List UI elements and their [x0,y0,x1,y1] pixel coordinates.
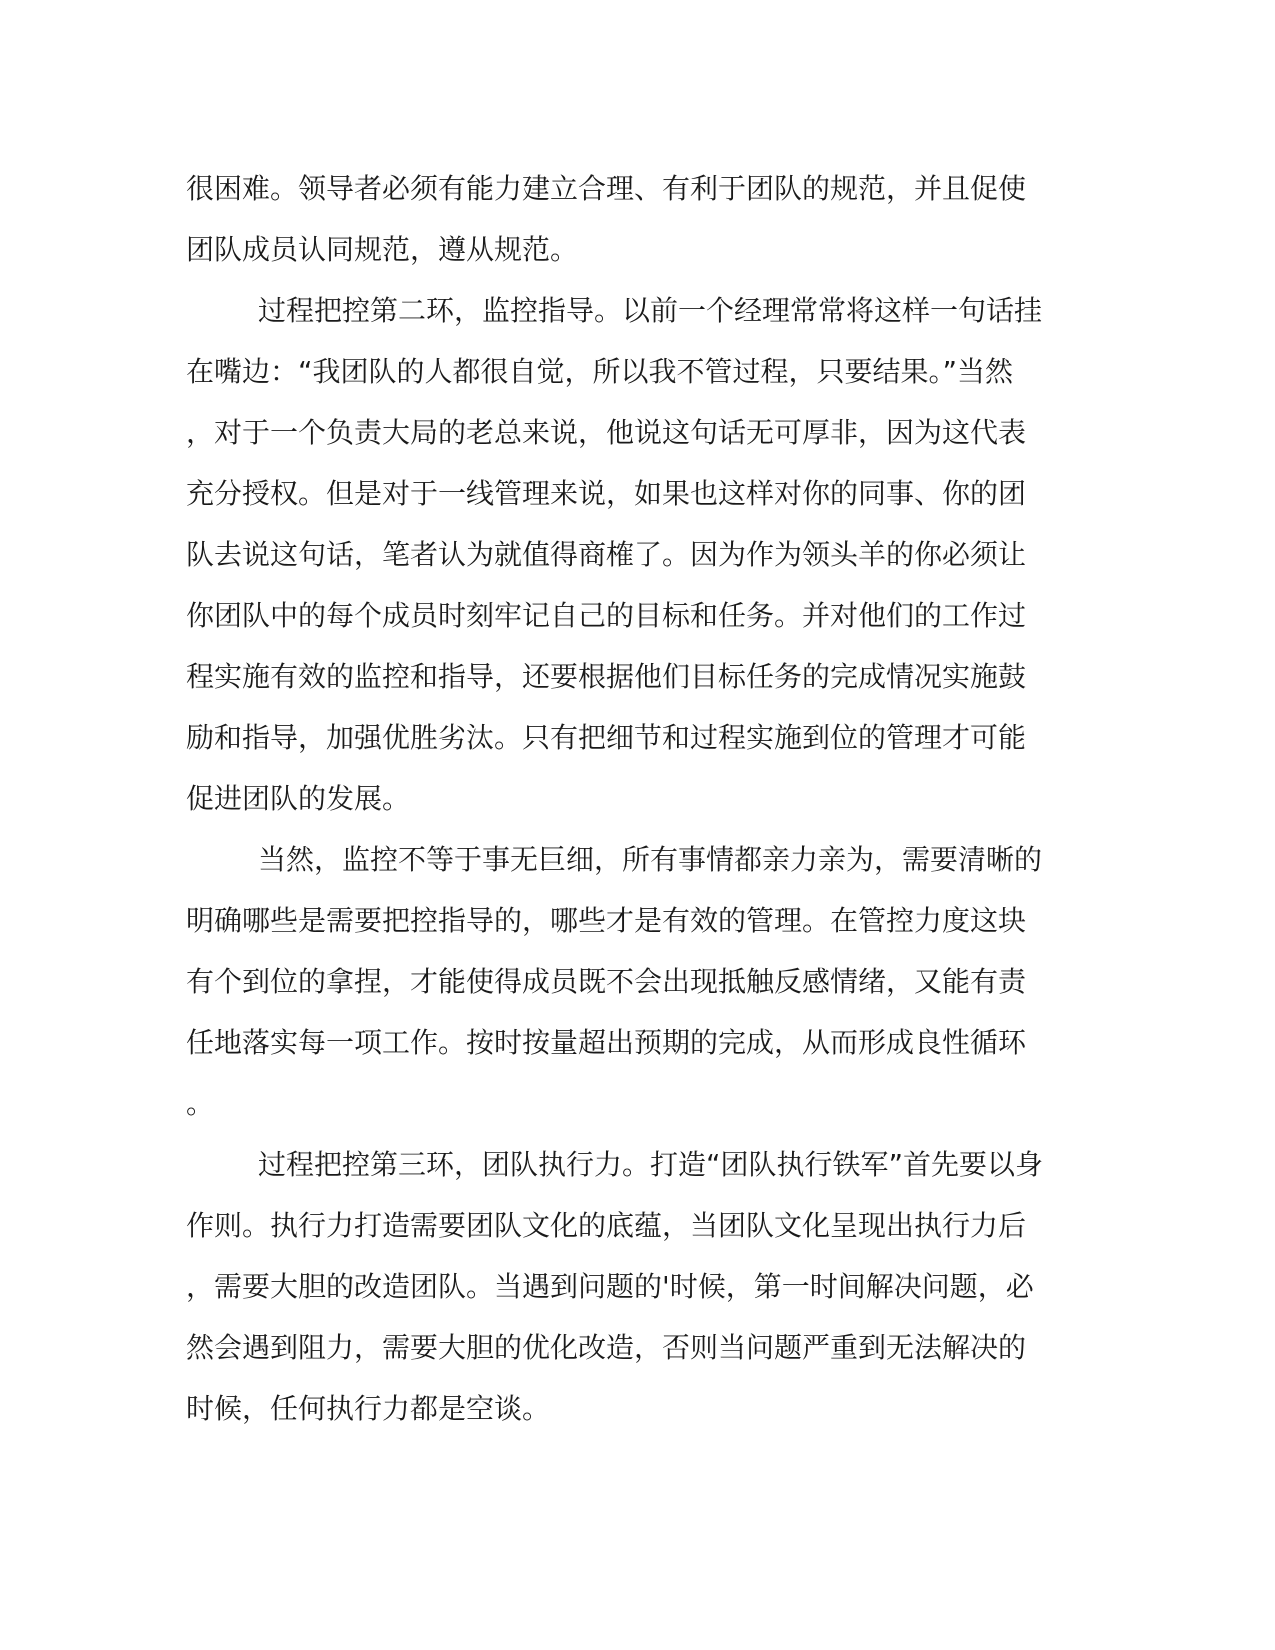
text-line: 队去说这句话，笔者认为就值得商榷了。因为作为领头羊的你必须让 [186,538,1027,571]
text-line: 作则。执行力打造需要团队文化的底蕴，当团队文化呈现出执行力后 [186,1209,1027,1242]
text-line: 任地落实每一项工作。按时按量超出预期的完成，从而形成良性循环 [186,1026,1027,1059]
text-line: 有个到位的拿捏，才能使得成员既不会出现抵触反感情绪，又能有责 [186,965,1027,998]
text-line: 充分授权。但是对于一线管理来说，如果也这样对你的同事、你的团 [186,477,1027,510]
paragraph-start-line: 当然，监控不等于事无巨细，所有事情都亲力亲为，需要清晰的 [258,843,1043,876]
text-line: 促进团队的发展。 [186,782,411,815]
paragraph-start-line: 过程把控第三环，团队执行力。打造“团队执行铁军”首先要以身 [258,1148,1044,1181]
text-line: 你团队中的每个成员时刻牢记自己的目标和任务。并对他们的工作过 [186,599,1027,632]
text-line: 。 [186,1087,215,1120]
paragraph-start-line: 过程把控第二环，监控指导。以前一个经理常常将这样一句话挂 [258,294,1043,327]
text-line: ，需要大胆的改造团队。当遇到问题的'时候，第一时间解决问题，必 [186,1270,1034,1303]
text-line: 很困难。领导者必须有能力建立合理、有利于团队的规范，并且促使 [186,172,1027,205]
body-text [186,158,1066,1439]
text-line: 明确哪些是需要把控指导的，哪些才是有效的管理。在管控力度这块 [186,904,1027,937]
text-line: 在嘴边：“我团队的人都很自觉，所以我不管过程，只要结果。”当然 [186,355,1014,388]
text-line: 团队成员认同规范，遵从规范。 [186,233,579,266]
text-line: 程实施有效的监控和指导，还要根据他们目标任务的完成情况实施鼓 [186,660,1027,693]
text-line: 励和指导，加强优胜劣汰。只有把细节和过程实施到位的管理才可能 [186,721,1027,754]
text-line: 时候，任何执行力都是空谈。 [186,1392,551,1425]
text-line: 然会遇到阻力，需要大胆的优化改造，否则当问题严重到无法解决的 [186,1331,1027,1364]
text-line: ，对于一个负责大局的老总来说，他说这句话无可厚非，因为这代表 [186,416,1027,449]
